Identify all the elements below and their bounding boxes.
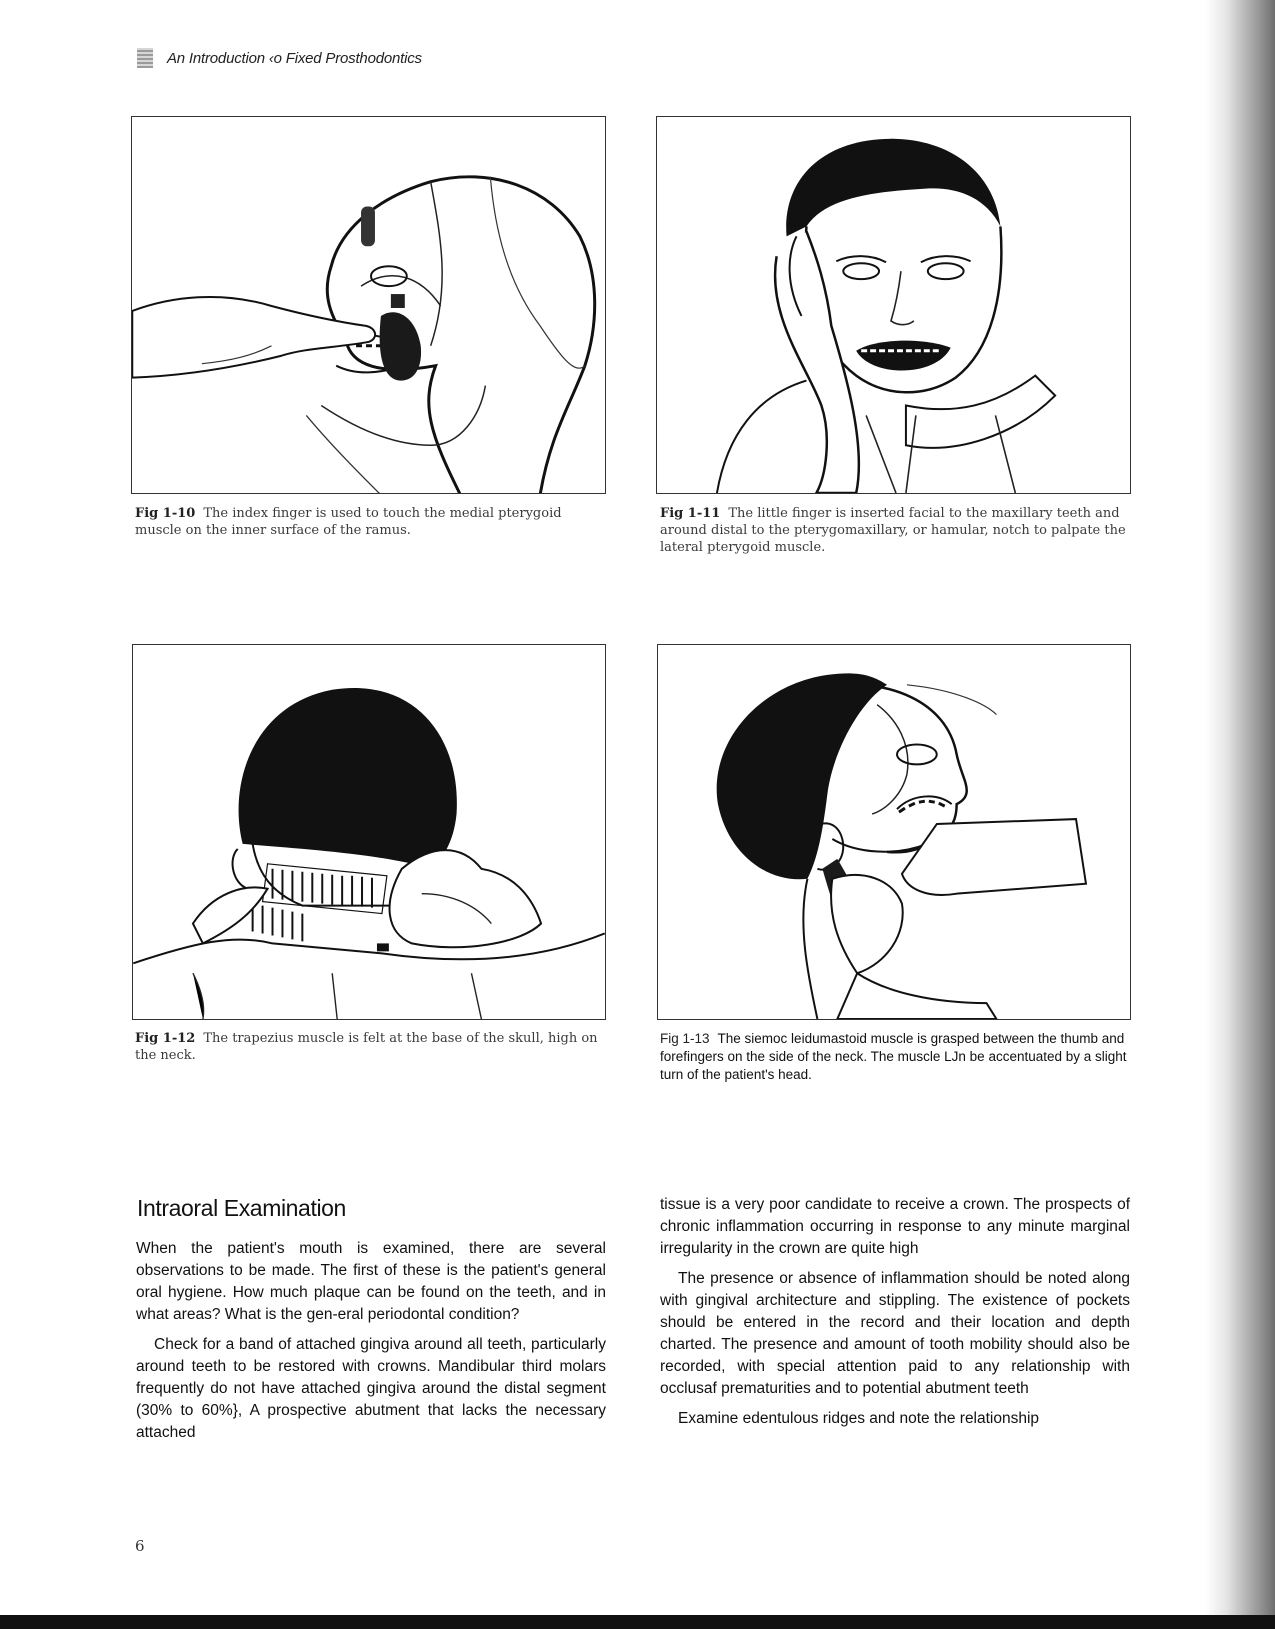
figure-1-12-caption-text: The trapezius muscle is felt at the base of the skull, high on the neck. bbox=[135, 1031, 598, 1063]
figure-1-10-number: Fig 1-10 bbox=[135, 506, 196, 521]
right-text-column bbox=[660, 1194, 1130, 1438]
figure-1-12-caption bbox=[135, 1030, 605, 1064]
figure-1-10-caption bbox=[135, 505, 605, 539]
binding-gutter-shadow bbox=[1205, 0, 1275, 1629]
right-paragraph-1: tissue is a very poor candidate to receive a crown. The prospects of chronic inflammation occurring in response to any minute marginal irregularity in the crown are quite high bbox=[660, 1196, 1130, 1257]
page-number: 6 bbox=[135, 1537, 145, 1555]
figure-1-12-illustration bbox=[132, 644, 606, 1020]
sternocleidomastoid-palpation-drawing bbox=[658, 645, 1130, 1019]
figure-1-11-number: Fig 1-11 bbox=[660, 506, 721, 521]
figure-1-13-caption-text: The siemoc leidumastoid muscle is grasped between the thumb and forefingers on the side of the neck. The muscle LJn be accentuated by a slight turn of the patient's head. bbox=[660, 1031, 1127, 1082]
figure-1-10-illustration bbox=[131, 116, 606, 494]
figure-1-13-caption bbox=[660, 1030, 1130, 1084]
section-heading: Intraoral Examination bbox=[137, 1195, 346, 1221]
right-paragraph-3: Examine edentulous ridges and note the relationship bbox=[678, 1410, 1040, 1427]
skull-palpation-drawing bbox=[132, 117, 605, 493]
right-paragraph-2: The presence or absence of inflammation should be noted along with gingival architecture and stippling. The existence of pockets should be entered in the record and their location and depth charted. The presence and amount of tooth mobility should also be recorded, with special attention paid to any relationship with occlusaf prematurities and to potential abutment teeth bbox=[660, 1270, 1130, 1397]
figure-1-11-illustration bbox=[656, 116, 1131, 494]
lateral-pterygoid-palpation-drawing bbox=[657, 117, 1130, 493]
figure-1-11-caption-text: The little finger is inserted facial to the maxillary teeth and around distal to the pterygomaxillary, or hamular, notch to palpate the lateral pterygoid muscle. bbox=[660, 506, 1126, 555]
running-head-mark-icon bbox=[137, 48, 153, 68]
figure-1-11-caption bbox=[660, 505, 1130, 556]
figure-1-13-number: Fig 1-13 bbox=[660, 1031, 710, 1046]
running-head bbox=[137, 46, 422, 70]
figure-1-10-caption-text: The index finger is used to touch the medial pterygoid muscle on the inner surface of the ramus. bbox=[135, 506, 562, 538]
figure-1-12-number: Fig 1-12 bbox=[135, 1031, 196, 1046]
scan-edge bbox=[0, 1615, 1275, 1629]
trapezius-palpation-drawing bbox=[133, 645, 605, 1019]
running-head-text: An Introduction ‹o Fixed Prosthodontics bbox=[167, 49, 422, 67]
left-paragraph-1: When the patient's mouth is examined, there are several observations to be made. The first of these is the patient's general oral hygiene. How much plaque can be found on the teeth, and in what areas? What is the gen-eral periodontal condition? bbox=[136, 1240, 606, 1323]
figure-1-13-illustration bbox=[657, 644, 1131, 1020]
left-text-column bbox=[136, 1238, 606, 1452]
left-paragraph-2: Check for a band of attached gingiva around all teeth, particularly around teeth to be restored with crowns. Mandibular third molars frequently do not have attached gingiva around the distal segment (30% to 60%}, A prospective abutment that lacks the necessary attached bbox=[136, 1336, 606, 1441]
